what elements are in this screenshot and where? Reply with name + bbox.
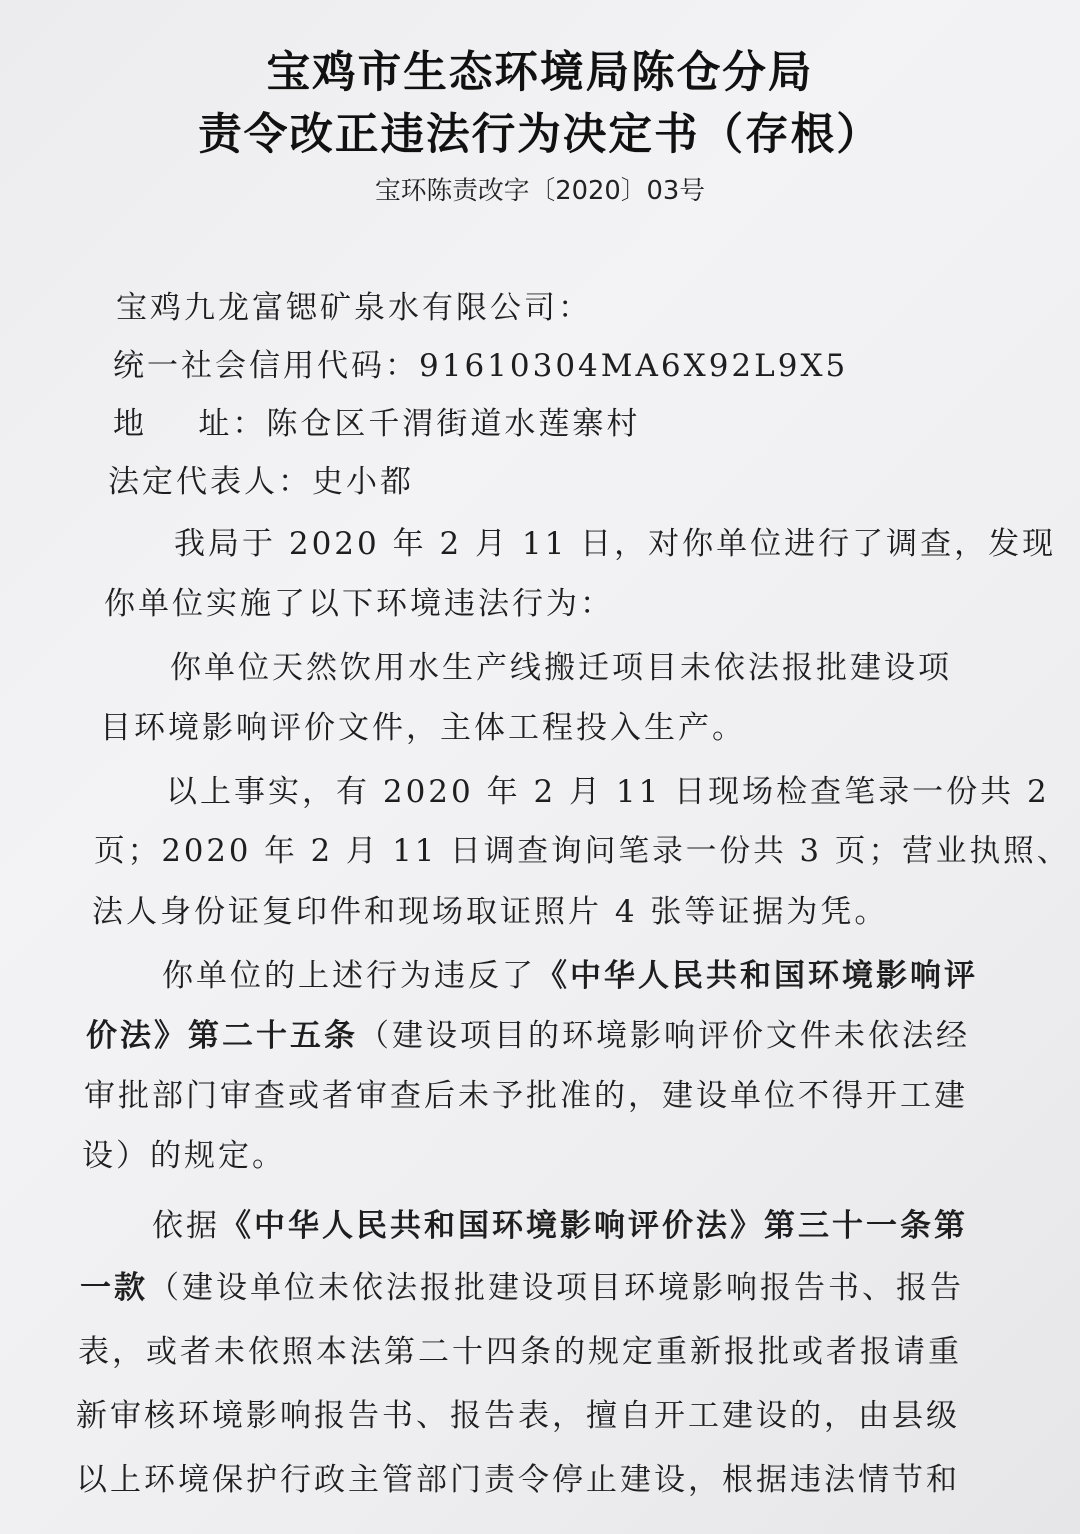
title-line-2: 责令改正违法行为决定书（存根） xyxy=(198,110,882,160)
credit-code-label: 统一社会信用代码： xyxy=(113,348,419,384)
basis-citation: 《中华人民共和国环境影响评价法》第三十一条第 xyxy=(220,1208,968,1244)
paragraph-4-line-2 xyxy=(86,1010,970,1055)
paragraph-5-line-2 xyxy=(80,1262,964,1307)
paragraph-5-line-4: 新审核环境影响报告书、报告表，擅自开工建设的，由县级 xyxy=(76,1398,960,1434)
credit-code-row xyxy=(113,340,848,385)
address-value: 陈仓区千渭街道水莲寨村 xyxy=(266,406,641,442)
law-article: 价法》第二十五条 xyxy=(86,1018,358,1054)
address-row xyxy=(113,398,640,443)
paragraph-4-line-1-text: 你单位的上述行为违反了 xyxy=(162,958,536,994)
paragraph-4-line-1 xyxy=(162,950,978,995)
paragraph-3-line-2: 页；2020 年 2 月 11 日调查询问笔录一份共 3 页；营业执照、 xyxy=(94,834,1071,869)
title-line-1: 宝鸡市生态环境局陈仓分局 xyxy=(266,48,814,98)
paragraph-5-line-1 xyxy=(152,1200,968,1245)
paragraph-3-line-3: 法人身份证复印件和现场取证照片 4 张等证据为凭。 xyxy=(92,894,889,930)
paragraph-4-line-4: 设）的规定。 xyxy=(82,1138,286,1174)
legal-rep-row xyxy=(108,456,414,501)
paragraph-2-line-1: 你单位天然饮用水生产线搬迁项目未依法报批建设项 xyxy=(170,650,952,686)
basis-clause: 一款 xyxy=(80,1270,148,1306)
paragraph-1-line-1: 我局于 2020 年 2 月 11 日，对你单位进行了调查，发现 xyxy=(174,526,1057,562)
legal-rep-value: 史小都 xyxy=(312,464,414,500)
legal-rep-label: 法定代表人： xyxy=(108,464,312,500)
recipient-company: 宝鸡九龙富锶矿泉水有限公司： xyxy=(116,290,592,326)
paragraph-1-line-2: 你单位实施了以下环境违法行为： xyxy=(104,586,614,622)
paragraph-3-line-1: 以上事实，有 2020 年 2 月 11 日现场检查笔录一份共 2 xyxy=(166,774,1050,810)
paragraph-5-line-3: 表，或者未依照本法第二十四条的规定重新报批或者报请重 xyxy=(78,1334,962,1370)
paragraph-5-line-2-text: （建设单位未依法报批建设项目环境影响报告书、报告 xyxy=(148,1270,964,1306)
credit-code-value: 91610304MA6X92L9X5 xyxy=(419,348,849,384)
paragraph-2-line-2: 目环境影响评价文件，主体工程投入生产。 xyxy=(100,710,746,746)
paragraph-5-line-1-text: 依据 xyxy=(152,1208,220,1244)
address-label: 地 址： xyxy=(113,406,267,442)
paragraph-5-line-5: 以上环境保护行政主管部门责令停止建设，根据违法情节和 xyxy=(76,1462,960,1498)
law-citation: 《中华人民共和国环境影响评 xyxy=(536,958,978,994)
paragraph-4-line-2-text: （建设项目的环境影响评价文件未依法经 xyxy=(358,1018,970,1054)
paragraph-4-line-3: 审批部门审查或者审查后未予批准的，建设单位不得开工建 xyxy=(84,1078,968,1114)
document-number: 宝环陈责改字〔2020〕03号 xyxy=(374,176,706,206)
